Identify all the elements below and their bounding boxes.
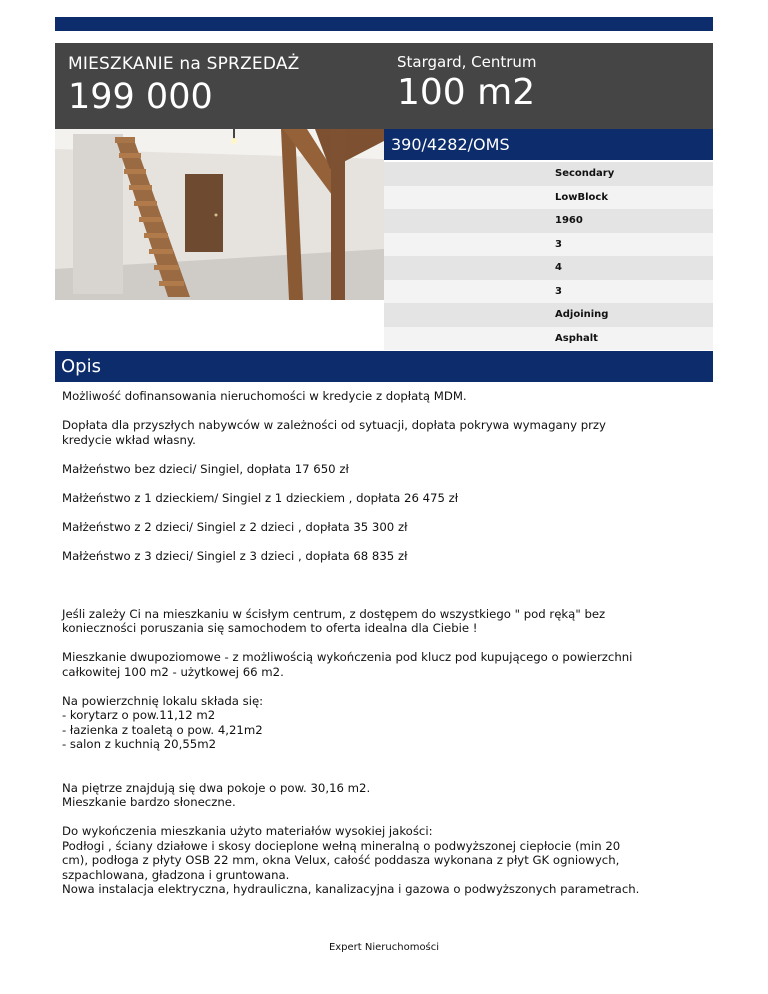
reference-number: 390/4282/OMS xyxy=(391,135,510,154)
reference-bar xyxy=(384,129,713,160)
price: 199 000 xyxy=(68,77,213,117)
listing-header xyxy=(55,43,713,129)
offer-type: MIESZKANIE na SPRZEDAŻ xyxy=(68,54,300,74)
location: Stargard, Centrum xyxy=(397,53,537,71)
param-value: Asphalt xyxy=(555,332,598,344)
footer-agency: Expert Nieruchomości xyxy=(328,942,440,953)
property-photo xyxy=(55,129,384,300)
section-title: Opis xyxy=(61,356,101,377)
param-value: LowBlock xyxy=(555,191,608,203)
description-paragraph: Mieszkanie dwupoziomowe - z możliwością wykończenia pod klucz pod kupującego o powierzchni całkowitej 100 m2 - użytkowej 66 m2. xyxy=(62,650,633,679)
description-text xyxy=(62,389,707,897)
description-paragraph: Małżeństwo z 1 dzieckiem/ Singiel z 1 dzieckiem , dopłata 26 475 zł xyxy=(62,490,459,505)
param-row xyxy=(384,186,713,210)
param-row xyxy=(384,303,713,327)
param-value: Adjoining xyxy=(555,309,609,320)
description-paragraph: Małżeństwo z 2 dzieci/ Singiel z 2 dzieci , dopłata 35 300 zł xyxy=(62,519,408,534)
parameters-list xyxy=(384,162,713,350)
description-heading-bar xyxy=(55,351,713,382)
area: 100 m2 xyxy=(397,72,536,113)
header-right xyxy=(397,53,537,113)
param-value: 1960 xyxy=(555,215,583,226)
param-row xyxy=(384,233,713,257)
description-paragraph: Do wykończenia mieszkania użyto materiałów wysokiej jakości: Podłogi , ściany działowe i skosy docieplone wełną mineralną o podwyższonej ciepłocie (min 20 cm), podłoga z płyty OSB 22 mm, okna Velux, całość poddasza wykonana z płyt GK ogniowych, szpachlowana, gładzona i gruntowana. Nowa instalacja elektryczna, hydrauliczna, kanalizacyjna i gazowa o podwyższonych parametrach. xyxy=(62,824,640,896)
param-row xyxy=(384,327,713,351)
description-paragraph: Małżeństwo z 3 dzieci/ Singiel z 3 dzieci , dopłata 68 835 zł xyxy=(62,548,408,563)
top-accent-bar xyxy=(55,17,713,31)
param-value: 4 xyxy=(555,262,562,273)
description-paragraph: Małżeństwo bez dzieci/ Singiel, dopłata 17 650 zł xyxy=(62,461,349,476)
description-paragraph: Jeśli zależy Ci na mieszkaniu w ścisłym centrum, z dostępem do wszystkiego " pod ręką" bez konieczności poruszania się samochodem to oferta idealna dla Ciebie ! xyxy=(62,606,606,635)
param-value: Secondary xyxy=(555,168,615,179)
description-paragraph: Na powierzchnię lokalu składa się: - korytarz o pow.11,12 m2 - łazienka z toaletą o pow. 4,21m2 - salon z kuchnią 20,55m2 xyxy=(62,693,264,751)
param-value: 3 xyxy=(555,238,562,250)
param-row xyxy=(384,209,713,233)
param-value: 3 xyxy=(555,285,562,297)
param-row xyxy=(384,280,713,304)
description-paragraph: Na piętrze znajdują się dwa pokoje o pow. 30,16 m2. Mieszkanie bardzo słoneczne. xyxy=(62,780,371,809)
param-row xyxy=(384,162,713,186)
param-row xyxy=(384,256,713,280)
description-paragraph: Możliwość dofinansowania nieruchomości w kredycie z dopłatą MDM. xyxy=(62,389,467,403)
description-paragraph: Dopłata dla przyszłych nabywców w zależności od sytuacji, dopłata pokrywa wymagany przy kredycie wkład własny. xyxy=(62,418,606,447)
header-left xyxy=(68,53,300,117)
